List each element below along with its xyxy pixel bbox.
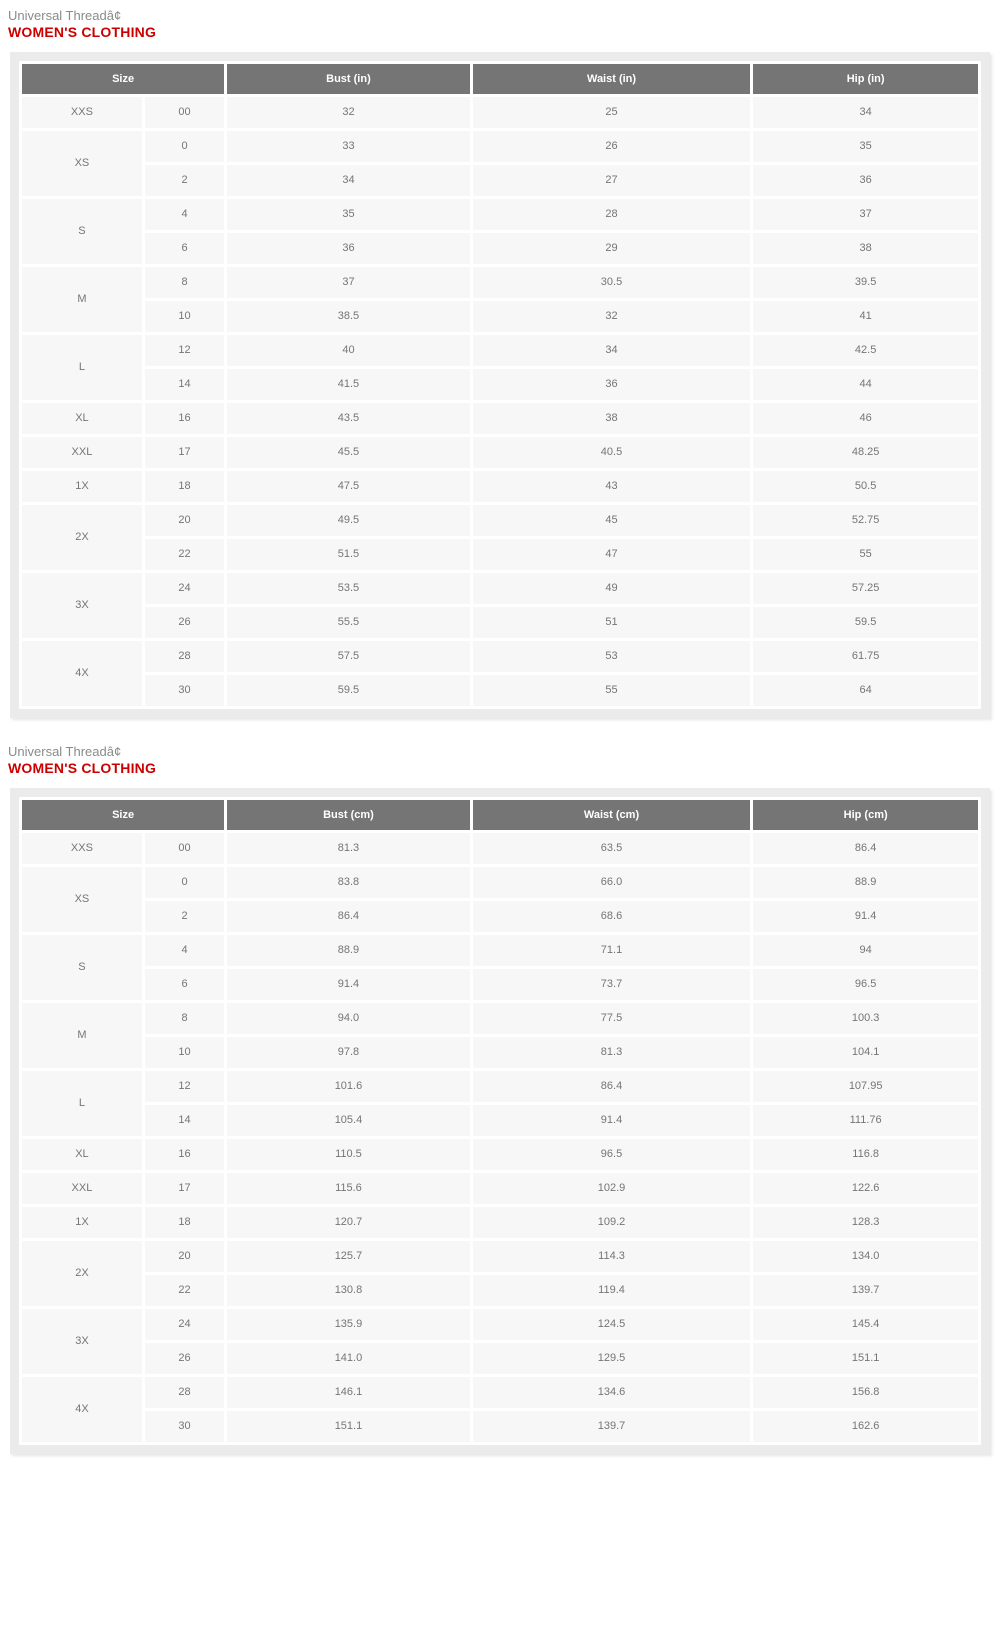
- measurement-cell: 101.6: [227, 1071, 470, 1102]
- measurement-cell: 129.5: [473, 1343, 751, 1374]
- size-group-label: 3X: [22, 573, 142, 638]
- measurement-cell: 130.8: [227, 1275, 470, 1306]
- measurement-cell: 57.25: [753, 573, 978, 604]
- table-row: [22, 935, 978, 966]
- measurement-cell: 37: [753, 199, 978, 230]
- table-row: [22, 1139, 978, 1170]
- measurement-cell: 40.5: [473, 437, 751, 468]
- measurement-cell: 104.1: [753, 1037, 978, 1068]
- measurement-cell: 30.5: [473, 267, 751, 298]
- measurement-cell: 71.1: [473, 935, 751, 966]
- numeric-size-cell: 4: [145, 199, 224, 230]
- measurement-cell: 36: [227, 233, 470, 264]
- numeric-size-cell: 28: [145, 1377, 224, 1408]
- measurement-cell: 29: [473, 233, 751, 264]
- table-row: [22, 1377, 978, 1408]
- numeric-size-cell: 14: [145, 369, 224, 400]
- measurement-cell: 48.25: [753, 437, 978, 468]
- measurement-cell: 37: [227, 267, 470, 298]
- numeric-size-cell: 22: [145, 539, 224, 570]
- numeric-size-cell: 16: [145, 403, 224, 434]
- numeric-size-cell: 10: [145, 301, 224, 332]
- numeric-size-cell: 24: [145, 573, 224, 604]
- size-group-label: XL: [22, 403, 142, 434]
- size-column-header: Size: [22, 64, 224, 94]
- measurement-cell: 52.75: [753, 505, 978, 536]
- measurement-cell: 50.5: [753, 471, 978, 502]
- measurement-cell: 105.4: [227, 1105, 470, 1136]
- size-column-header: Size: [22, 800, 224, 830]
- size-group-label: XL: [22, 1139, 142, 1170]
- measurement-cell: 107.95: [753, 1071, 978, 1102]
- measurement-cell: 110.5: [227, 1139, 470, 1170]
- size-group-label: 3X: [22, 1309, 142, 1374]
- table-row: [22, 607, 978, 638]
- size-group-label: 2X: [22, 505, 142, 570]
- measurement-cell: 59.5: [227, 675, 470, 706]
- measurement-cell: 51.5: [227, 539, 470, 570]
- table-row: [22, 97, 978, 128]
- measurement-cell: 43.5: [227, 403, 470, 434]
- measurement-cell: 100.3: [753, 1003, 978, 1034]
- header-row: [22, 800, 978, 830]
- table-row: [22, 471, 978, 502]
- measurement-cell: 34: [753, 97, 978, 128]
- measurement-cell: 38.5: [227, 301, 470, 332]
- measurement-cell: 26: [473, 131, 751, 162]
- measurement-cell: 116.8: [753, 1139, 978, 1170]
- size-group-label: XXL: [22, 437, 142, 468]
- numeric-size-cell: 22: [145, 1275, 224, 1306]
- measurement-cell: 59.5: [753, 607, 978, 638]
- measurement-cell: 47: [473, 539, 751, 570]
- size-table-inches: [19, 61, 981, 709]
- measurement-cell: 97.8: [227, 1037, 470, 1068]
- size-group-label: M: [22, 1003, 142, 1068]
- size-group-label: L: [22, 1071, 142, 1136]
- numeric-size-cell: 17: [145, 437, 224, 468]
- size-group-label: 1X: [22, 471, 142, 502]
- size-chart-section-cm: [0, 744, 1000, 1454]
- size-group-label: S: [22, 199, 142, 264]
- measurement-cell: 141.0: [227, 1343, 470, 1374]
- measurement-cell: 35: [753, 131, 978, 162]
- numeric-size-cell: 14: [145, 1105, 224, 1136]
- numeric-size-cell: 16: [145, 1139, 224, 1170]
- measurement-cell: 83.8: [227, 867, 470, 898]
- measurement-cell: 51: [473, 607, 751, 638]
- measurement-cell: 38: [473, 403, 751, 434]
- measurement-cell: 134.0: [753, 1241, 978, 1272]
- table-row: [22, 1003, 978, 1034]
- measurement-cell: 35: [227, 199, 470, 230]
- measurement-column-header: Hip (in): [753, 64, 978, 94]
- size-group-label: S: [22, 935, 142, 1000]
- measurement-cell: 151.1: [227, 1411, 470, 1442]
- measurement-cell: 128.3: [753, 1207, 978, 1238]
- size-group-label: 4X: [22, 1377, 142, 1442]
- measurement-cell: 53.5: [227, 573, 470, 604]
- category-title: WOMEN'S CLOTHING: [8, 24, 157, 41]
- numeric-size-cell: 10: [145, 1037, 224, 1068]
- table-row: [22, 335, 978, 366]
- measurement-cell: 43: [473, 471, 751, 502]
- numeric-size-cell: 18: [145, 471, 224, 502]
- measurement-cell: 64: [753, 675, 978, 706]
- size-group-label: 1X: [22, 1207, 142, 1238]
- measurement-cell: 41.5: [227, 369, 470, 400]
- measurement-cell: 39.5: [753, 267, 978, 298]
- measurement-cell: 91.4: [227, 969, 470, 1000]
- measurement-cell: 139.7: [473, 1411, 751, 1442]
- numeric-size-cell: 28: [145, 641, 224, 672]
- size-chart-section-inches: [0, 8, 1000, 718]
- measurement-cell: 34: [473, 335, 751, 366]
- numeric-size-cell: 0: [145, 131, 224, 162]
- measurement-cell: 86.4: [753, 833, 978, 864]
- table-row: [22, 901, 978, 932]
- size-table-wrapper-cm: [10, 788, 990, 1454]
- table-row: [22, 539, 978, 570]
- table-row: [22, 1275, 978, 1306]
- numeric-size-cell: 6: [145, 233, 224, 264]
- table-row: [22, 1071, 978, 1102]
- measurement-cell: 88.9: [753, 867, 978, 898]
- measurement-cell: 45.5: [227, 437, 470, 468]
- measurement-cell: 96.5: [753, 969, 978, 1000]
- brand-block: [8, 744, 1000, 778]
- measurement-column-header: Bust (cm): [227, 800, 470, 830]
- table-row: [22, 833, 978, 864]
- measurement-cell: 134.6: [473, 1377, 751, 1408]
- table-row: [22, 1173, 978, 1204]
- table-row: [22, 403, 978, 434]
- size-group-label: XXS: [22, 97, 142, 128]
- brand-name: Universal Threadâ¢: [8, 8, 122, 23]
- size-group-label: L: [22, 335, 142, 400]
- measurement-cell: 27: [473, 165, 751, 196]
- measurement-cell: 34: [227, 165, 470, 196]
- size-group-label: M: [22, 267, 142, 332]
- measurement-cell: 139.7: [753, 1275, 978, 1306]
- measurement-cell: 32: [227, 97, 470, 128]
- size-table-cm: [19, 797, 981, 1445]
- numeric-size-cell: 20: [145, 505, 224, 536]
- measurement-cell: 111.76: [753, 1105, 978, 1136]
- numeric-size-cell: 12: [145, 335, 224, 366]
- numeric-size-cell: 00: [145, 97, 224, 128]
- measurement-cell: 91.4: [473, 1105, 751, 1136]
- numeric-size-cell: 12: [145, 1071, 224, 1102]
- header-row: [22, 64, 978, 94]
- measurement-cell: 162.6: [753, 1411, 978, 1442]
- table-row: [22, 1207, 978, 1238]
- table-row: [22, 641, 978, 672]
- size-group-label: XS: [22, 131, 142, 196]
- measurement-cell: 32: [473, 301, 751, 332]
- numeric-size-cell: 17: [145, 1173, 224, 1204]
- measurement-cell: 109.2: [473, 1207, 751, 1238]
- measurement-cell: 88.9: [227, 935, 470, 966]
- measurement-cell: 125.7: [227, 1241, 470, 1272]
- measurement-cell: 36: [473, 369, 751, 400]
- measurement-cell: 122.6: [753, 1173, 978, 1204]
- measurement-cell: 81.3: [227, 833, 470, 864]
- measurement-cell: 53: [473, 641, 751, 672]
- measurement-cell: 119.4: [473, 1275, 751, 1306]
- measurement-column-header: Hip (cm): [753, 800, 978, 830]
- table-row: [22, 131, 978, 162]
- numeric-size-cell: 26: [145, 607, 224, 638]
- measurement-cell: 46: [753, 403, 978, 434]
- numeric-size-cell: 20: [145, 1241, 224, 1272]
- table-row: [22, 1105, 978, 1136]
- table-row: [22, 267, 978, 298]
- table-row: [22, 301, 978, 332]
- table-row: [22, 233, 978, 264]
- measurement-cell: 57.5: [227, 641, 470, 672]
- measurement-cell: 41: [753, 301, 978, 332]
- measurement-cell: 145.4: [753, 1309, 978, 1340]
- measurement-cell: 49: [473, 573, 751, 604]
- numeric-size-cell: 8: [145, 1003, 224, 1034]
- measurement-cell: 45: [473, 505, 751, 536]
- numeric-size-cell: 4: [145, 935, 224, 966]
- brand-name: Universal Threadâ¢: [8, 743, 122, 759]
- measurement-cell: 94: [753, 935, 978, 966]
- size-group-label: XXS: [22, 833, 142, 864]
- measurement-cell: 40: [227, 335, 470, 366]
- measurement-cell: 151.1: [753, 1343, 978, 1374]
- numeric-size-cell: 8: [145, 267, 224, 298]
- measurement-cell: 63.5: [473, 833, 751, 864]
- measurement-cell: 86.4: [227, 901, 470, 932]
- numeric-size-cell: 30: [145, 1411, 224, 1442]
- brand-block: [8, 8, 1000, 42]
- measurement-cell: 36: [753, 165, 978, 196]
- measurement-cell: 68.6: [473, 901, 751, 932]
- measurement-cell: 115.6: [227, 1173, 470, 1204]
- numeric-size-cell: 30: [145, 675, 224, 706]
- table-row: [22, 165, 978, 196]
- table-row: [22, 573, 978, 604]
- size-table-wrapper-inches: [10, 52, 990, 718]
- size-group-label: XXL: [22, 1173, 142, 1204]
- measurement-cell: 77.5: [473, 1003, 751, 1034]
- measurement-cell: 55.5: [227, 607, 470, 638]
- numeric-size-cell: 18: [145, 1207, 224, 1238]
- table-row: [22, 437, 978, 468]
- size-group-label: XS: [22, 867, 142, 932]
- measurement-cell: 114.3: [473, 1241, 751, 1272]
- table-row: [22, 369, 978, 400]
- table-row: [22, 1037, 978, 1068]
- measurement-cell: 96.5: [473, 1139, 751, 1170]
- measurement-column-header: Waist (cm): [473, 800, 751, 830]
- table-row: [22, 1411, 978, 1442]
- measurement-cell: 33: [227, 131, 470, 162]
- measurement-cell: 28: [473, 199, 751, 230]
- measurement-cell: 47.5: [227, 471, 470, 502]
- table-row: [22, 1343, 978, 1374]
- measurement-cell: 124.5: [473, 1309, 751, 1340]
- measurement-cell: 73.7: [473, 969, 751, 1000]
- measurement-cell: 86.4: [473, 1071, 751, 1102]
- table-row: [22, 199, 978, 230]
- measurement-cell: 49.5: [227, 505, 470, 536]
- measurement-cell: 42.5: [753, 335, 978, 366]
- measurement-cell: 94.0: [227, 1003, 470, 1034]
- measurement-cell: 120.7: [227, 1207, 470, 1238]
- measurement-cell: 25: [473, 97, 751, 128]
- table-row: [22, 675, 978, 706]
- numeric-size-cell: 2: [145, 901, 224, 932]
- measurement-cell: 38: [753, 233, 978, 264]
- measurement-cell: 102.9: [473, 1173, 751, 1204]
- measurement-column-header: Waist (in): [473, 64, 751, 94]
- table-row: [22, 867, 978, 898]
- table-row: [22, 505, 978, 536]
- measurement-cell: 146.1: [227, 1377, 470, 1408]
- measurement-cell: 135.9: [227, 1309, 470, 1340]
- measurement-cell: 91.4: [753, 901, 978, 932]
- numeric-size-cell: 00: [145, 833, 224, 864]
- numeric-size-cell: 26: [145, 1343, 224, 1374]
- size-group-label: 2X: [22, 1241, 142, 1306]
- numeric-size-cell: 0: [145, 867, 224, 898]
- table-row: [22, 1309, 978, 1340]
- numeric-size-cell: 24: [145, 1309, 224, 1340]
- measurement-cell: 156.8: [753, 1377, 978, 1408]
- measurement-cell: 55: [473, 675, 751, 706]
- measurement-cell: 81.3: [473, 1037, 751, 1068]
- measurement-cell: 55: [753, 539, 978, 570]
- measurement-cell: 66.0: [473, 867, 751, 898]
- size-group-label: 4X: [22, 641, 142, 706]
- measurement-column-header: Bust (in): [227, 64, 470, 94]
- numeric-size-cell: 2: [145, 165, 224, 196]
- category-title: WOMEN'S CLOTHING: [8, 760, 157, 776]
- numeric-size-cell: 6: [145, 969, 224, 1000]
- table-row: [22, 1241, 978, 1272]
- measurement-cell: 44: [753, 369, 978, 400]
- table-row: [22, 969, 978, 1000]
- measurement-cell: 61.75: [753, 641, 978, 672]
